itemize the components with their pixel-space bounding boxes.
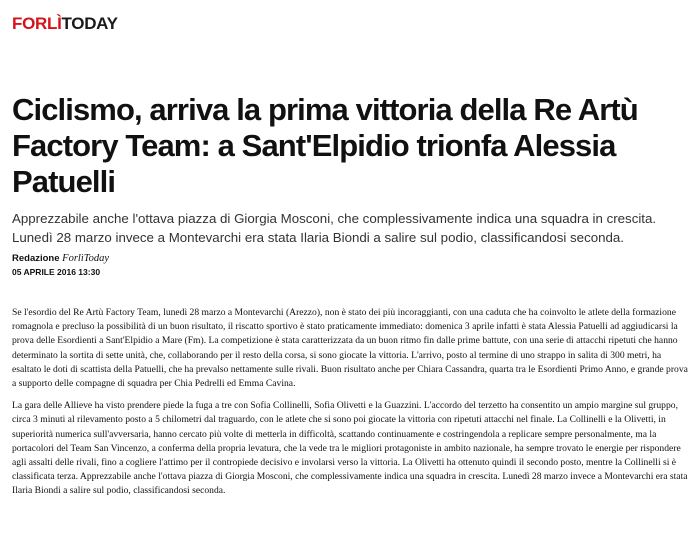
article-title: Ciclismo, arriva la prima vittoria della Re Artù Factory Team: a Sant'Elpidio trionfa Alessia Patuelli bbox=[12, 92, 638, 199]
article-subtitle: Apprezzabile anche l'ottava piazza di Giorgia Mosconi, che complessivamente indica una squadra in crescita. Lunedì 28 marzo invece a Montevarchi era stata Ilaria Biondi a salire sul podio, classificandosi seconda. bbox=[12, 211, 657, 245]
site-logo[interactable] bbox=[12, 14, 118, 34]
logo-text-forli: FORLÌ bbox=[12, 14, 62, 33]
article-paragraph-1: Se l'esordio del Re Artù Factory Team, lunedì 28 marzo a Montevarchi (Arezzo), non è stato dei più incoraggianti, con una caduta che ha coinvolto le atlete della formazione romagnola e precluso la possibilità di un buon risultato, il riscatto sportivo è stato praticamente immediato: domenica 3 aprile infatti è stata Alessia Patuelli ad aggiudicarsi la prova delle Esordienti a Sant'Elpidio a Mare (Fm). La competizione è stata caratterizzata da un buon ritmo fin dalle prime battute, con una serie di attacchi ripetuti che hanno determinato la sortita di sette unità, che, collaborando per il resto della corsa, si sono giocate la vittoria. L'arrivo, posto al termine di uno strappo in salita di 300 metri, ha esaltato le doti di scattista della Patuelli, che ha prevalso nettamente sulle rivali. Buon risultato anche per Chiara Cassandra, quarta tra le Esordienti Primo Anno, e grande prova a supporto delle compagne di squadra per Chia Pedrelli ed Emma Cavina. bbox=[12, 307, 688, 390]
article-byline bbox=[12, 253, 109, 265]
logo-text-today: TODAY bbox=[61, 14, 118, 33]
article-body bbox=[12, 306, 690, 507]
byline-label: Redazione bbox=[12, 253, 60, 264]
byline-author[interactable]: ForlìToday bbox=[62, 253, 110, 264]
article-paragraph-2: La gara delle Allieve ha visto prendere piede la fuga a tre con Sofia Collinelli, Sofia Olivetti e la Guazzini. L'accordo del terzetto ha consentito un ampio margine sul gruppo, circa 3 minuti al rilevamento posto a 5 chilometri dal traguardo, con le atlete che si sono poi giocate la vittoria con ripetuti attacchi nel finale. La Collinelli e la Olivetti, in superiorità numerica sull'avversaria, hanno cercato più volte di metterla in difficoltà, scattando continuamente e costringendola a replicare sempre personalmente, ma la portacolori del Team San Vincenzo, a conferma della propria levatura, che la vede tra le migliori protagoniste in ambito nazionale, ha sempre trovato le energie per rispondere agli assalti delle rivali, fino a cogliere l'attimo per il contropiede decisivo e involarsi verso la vittoria. La Olivetti ha ottenuto quindi il secondo posto, mentre la Collinelli si è classificata terza. Apprezzabile anche l'ottava piazza di Giorgia Mosconi, che complessivamente indica una squadra in crescita. Lunedì 28 marzo invece a Montevarchi era stata Ilaria Biondi a salire sul podio, classificandosi seconda. bbox=[12, 400, 688, 497]
article-date: 05 APRILE 2016 13:30 bbox=[12, 267, 101, 277]
